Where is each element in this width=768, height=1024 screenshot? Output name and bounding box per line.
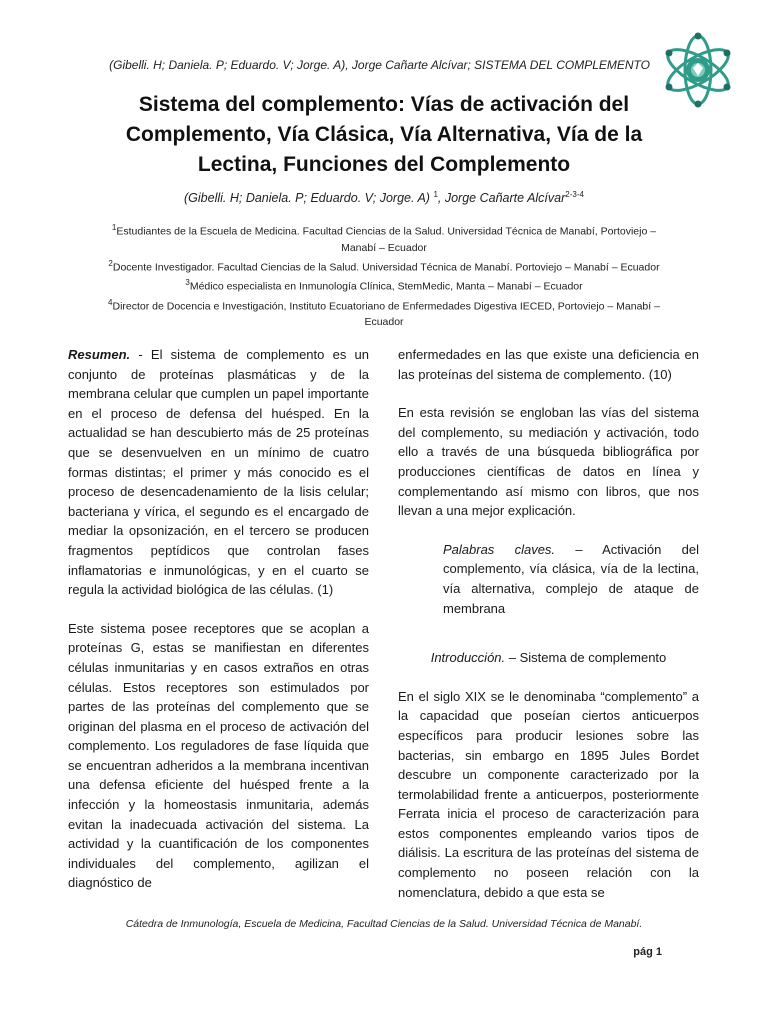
body-paragraph: En esta revisión se engloban las vías del sistema del complemento, su mediación y activación, todo ello a través de una búsqueda bibliográfica por producciones científicas de datos en línea y complementando así mismo con libros, que nos llevan a una mejor explicación. — [398, 405, 699, 519]
affiliation-3 — [108, 275, 660, 295]
body-paragraph: enfermedades en las que existe una deficiencia en las proteínas del sistema de complemento. (10) — [398, 347, 699, 382]
corresponding-author: , Jorge Cañarte Alcívar — [437, 191, 566, 206]
body-paragraph: Este sistema posee receptores que se acoplan a proteínas G, estas se manifiestan en diferentes células inmunitarias y en casos extraños en otras células. Estos receptores son estimulados por partes de las proteínas del complemento que se originan del plasma en el proceso de activación del complemento. Los reguladores de fase líquida que se encuentran adheridos a la membrana incentivan una defensa eficiente del huésped frente a la infección y la homeostasis inmunitaria, además evitan la inadecuada activación del sistema. La actividad y la cuantificación de los componentes individuales del complemento, agilizan el diagnóstico de — [68, 620, 369, 891]
affiliations — [108, 220, 660, 330]
affiliation-2 — [108, 256, 660, 276]
keywords-label: Palabras claves. — [443, 541, 556, 557]
left-column — [68, 345, 369, 893]
running-head: (Gibelli. H; Daniela. P; Eduardo. V; Jorge. A), Jorge Cañarte Alcívar; SISTEMA DEL COMPLEMENTO — [109, 58, 650, 72]
affiliation-4-sup: 4 — [108, 297, 113, 307]
author-names: (Gibelli. H; Daniela. P; Eduardo. V; Jorge. A) — [184, 191, 430, 206]
abstract-paragraph — [68, 345, 369, 600]
keywords-text: – Activación del complemento, vía clásica, vía de la lectina, vía alternativa, complejo de ataque de membrana — [443, 541, 699, 616]
abstract-label: Resumen. — [68, 347, 131, 362]
paper-title: Sistema del complemento: Vías de activación del Complemento, Vía Clásica, Vía Alternativa, Vía de la Lectina, Funciones del Complemento — [125, 93, 643, 176]
author-names-sup: 1 — [433, 190, 438, 199]
right-column — [398, 345, 699, 902]
keywords-paragraph — [398, 540, 699, 618]
section-heading — [398, 648, 699, 668]
affiliation-3-text: Médico especialista en Inmunología Clínica, StemMedic, Manta – Manabí – Ecuador — [189, 280, 583, 293]
affiliation-1-text: Estudiantes de la Escuela de Medicina. Facultad Ciencias de la Salud. Universidad Técnica de Manabí, Portoviejo – Manabí – Ecuador — [116, 225, 657, 254]
page-number: pág 1 — [633, 946, 662, 958]
affiliation-4 — [108, 295, 660, 331]
section-heading-text: – Sistema de complemento — [505, 650, 667, 666]
author-line — [120, 190, 648, 205]
corresponding-author-sup: 2-3-4 — [565, 190, 584, 199]
affiliation-1 — [108, 220, 660, 256]
section-heading-label: Introducción. — [430, 650, 506, 666]
affiliation-2-text: Docente Investigador. Facultad Ciencias de la Salud. Universidad Técnica de Manabí. Portoviejo – Manabí – Ecuador — [112, 261, 660, 273]
body-paragraph: En el siglo XIX se le denominaba “complemento” a la capacidad que poseían ciertos anticuerpos específicos para producir lesiones sobre las bacterias, sin embargo en 1895 Jules Bordet descubre un componente caracterizado por la termolabilidad frente a anticuerpos, posteriormente Ferrata inicia el proceso de caracterización para estos componentes empleando varios tipos de diálisis. La escritura de las proteínas del sistema de complemento no poseen relación con la nomenclatura, debido a que esta se — [398, 688, 699, 900]
abstract-text: - El sistema de complemento es un conjunto de proteínas plasmáticas y de la membrana celular que cumplen un papel importante en el proceso de defensa del huésped. En la actualidad se han descubierto más de 25 proteínas que se desenvuelven en un mínimo de cuatro formas distintas; el primer y más conocido es el proceso de desencadenamiento de la lisis celular; bacteriana y vírica, el segundo es el encargado de mediar la opsonización, en el tercero se producen fragmentos peptídicos que controlan fases inflamatorias e inmunológicas, y en el cuarto se regula la actividad biológica de las células. (1) — [68, 347, 369, 598]
affiliation-4-text: Director de Docencia e Investigación, Instituto Ecuatoriano de Enfermedades Digestiva IECED, Portoviejo – Manabí – Ecuador — [112, 300, 660, 328]
affiliation-3-sup: 3 — [185, 278, 190, 287]
affiliation-1-sup: 1 — [111, 223, 117, 232]
affiliation-2-sup: 2 — [108, 258, 113, 268]
footer-text: Cátedra de Inmunología, Escuela de Medicina, Facultad Ciencias de la Salud. Universidad Técnica de Manabí. — [125, 918, 643, 930]
